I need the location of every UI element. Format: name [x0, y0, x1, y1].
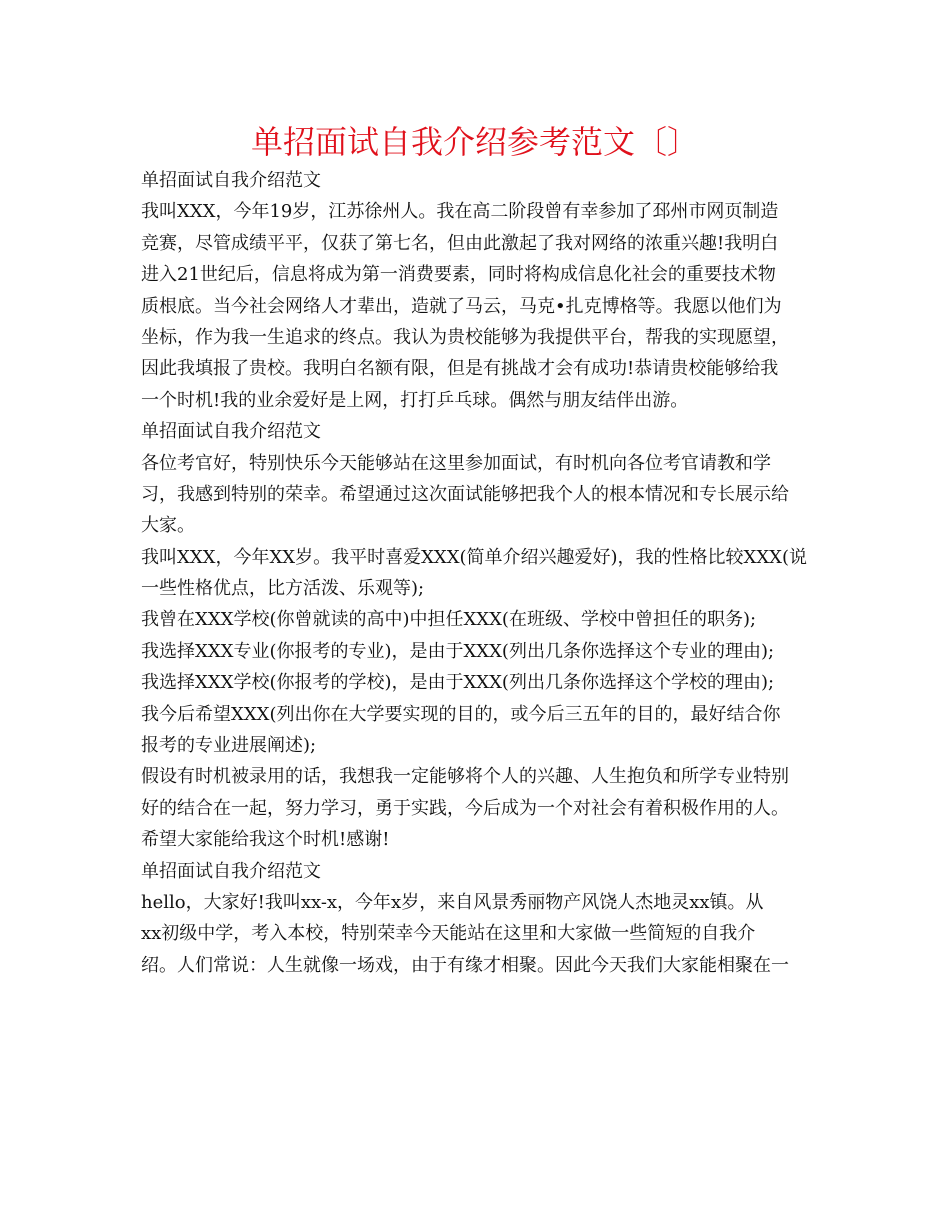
text-line: 好的结合在一起，努力学习，勇于实践，今后成为一个对社会有着积极作用的人。	[141, 797, 789, 819]
text-line: 我选择XXX专业(你报考的专业)，是由于XXX(列出几条你选择这个专业的理由);	[141, 640, 775, 662]
text-line: 坐标，作为我一生追求的终点。我认为贵校能够为我提供平台，帮我的实现愿望，	[141, 326, 789, 348]
text-line: 一个时机!我的业余爱好是上网，打打乒乓球。偶然与朋友结伴出游。	[141, 389, 689, 411]
text-line: 大家。	[141, 515, 195, 537]
text-line: 质根底。当今社会网络人才辈出，造就了马云，马克•扎克博格等。我愿以他们为	[141, 295, 782, 317]
text-line: 绍。人们常说：人生就像一场戏，由于有缘才相聚。因此今天我们大家能相聚在一	[141, 954, 789, 976]
text-line: 竞赛，尽管成绩平平，仅获了第七名，但由此激起了我对网络的浓重兴趣!我明白	[141, 232, 779, 254]
text-line: xx初级中学，考入本校，特别荣幸今天能站在这里和大家做一些简短的自我介	[141, 923, 756, 945]
text-line: hello，大家好!我叫xx-x，今年x岁，来自风景秀丽物产风饶人杰地灵xx镇。从	[141, 891, 764, 913]
text-line: 单招面试自我介绍范文	[141, 170, 321, 191]
document-title: 单招面试自我介绍参考范文〔〕	[250, 123, 699, 161]
text-line: 单招面试自我介绍范文	[141, 860, 321, 882]
text-line: 我曾在XXX学校(你曾就读的高中)中担任XXX(在班级、学校中曾担任的职务);	[141, 609, 757, 631]
text-line: 我叫XXX，今年19岁，江苏徐州人。我在高二阶段曾有幸参加了邳州市网页制造	[141, 201, 779, 223]
document-body	[141, 165, 821, 981]
text-line: 因此我填报了贵校。我明白名额有限，但是有挑战才会有成功!恭请贵校能够给我	[141, 358, 779, 380]
text-line: 报考的专业进展阐述);	[141, 735, 317, 757]
text-line: 我选择XXX学校(你报考的学校)，是由于XXX(列出几条你选择这个学校的理由);	[141, 672, 775, 694]
text-line: 一些性格优点，比方活泼、乐观等);	[141, 578, 425, 600]
text-line: 假设有时机被录用的话，我想我一定能够将个人的兴趣、人生抱负和所学专业特别	[141, 766, 789, 788]
text-line: 习，我感到特别的荣幸。希望通过这次面试能够把我个人的根本情况和专长展示给	[141, 483, 789, 505]
text-line: 我叫XXX，今年XX岁。我平时喜爱XXX(简单介绍兴趣爱好)，我的性格比较XXX(说	[141, 546, 808, 568]
text-line: 进入21世纪后，信息将成为第一消费要素，同时将构成信息化社会的重要技术物	[141, 264, 776, 286]
text-line: 单招面试自我介绍范文	[141, 421, 321, 443]
text-line: 我今后希望XXX(列出你在大学要实现的目的，或今后三五年的目的，最好结合你	[141, 703, 781, 725]
text-line: 各位考官好，特别快乐今天能够站在这里参加面试，有时机向各位考官请教和学	[141, 452, 771, 474]
text-line: 希望大家能给我这个时机!感谢!	[141, 829, 390, 851]
